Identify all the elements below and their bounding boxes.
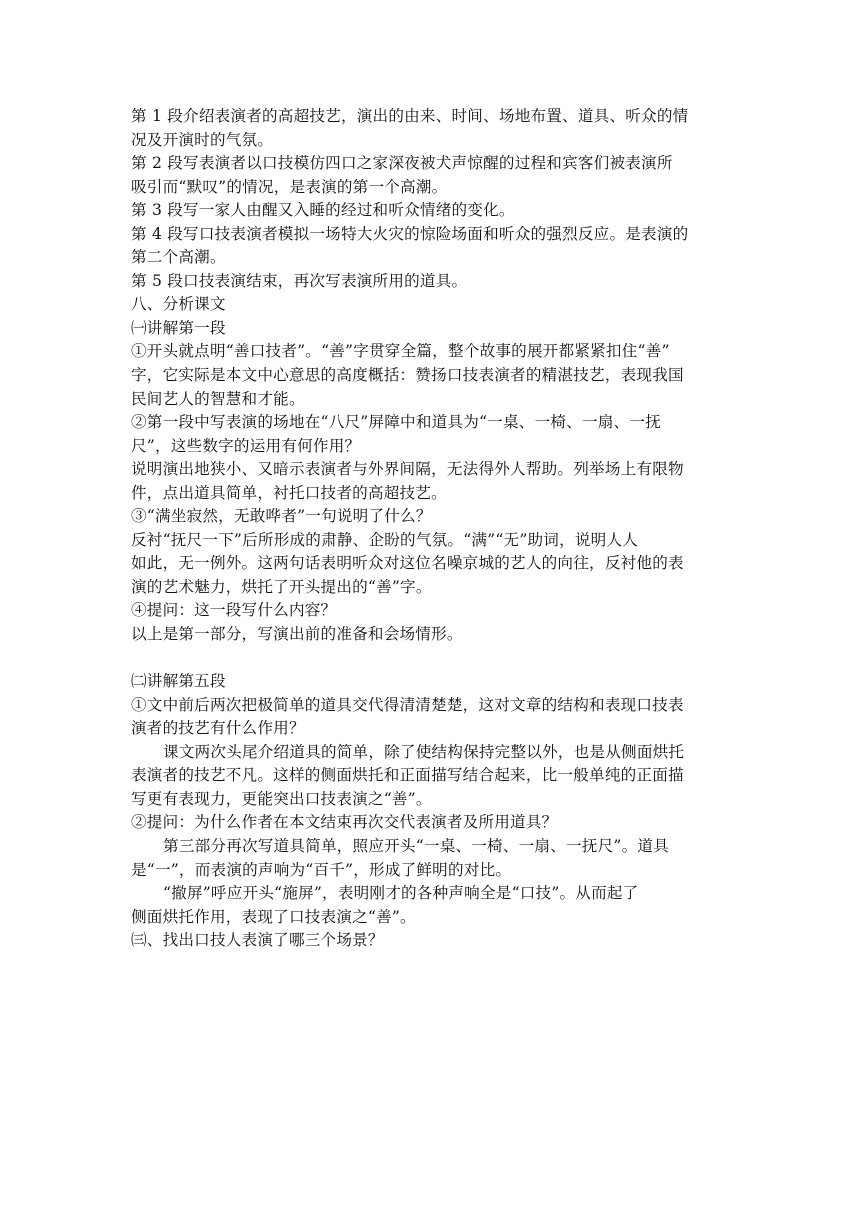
text-line-5: 第 3 段写一家人由醒又入睡的经过和听众情绪的变化。 xyxy=(131,201,515,220)
text-line-7: 第二个高潮。 xyxy=(131,248,226,267)
text-line-17: 件，点出道具简单，衬托口技者的高超技艺。 xyxy=(131,483,447,502)
text-line-16: 说明演出地狭小、又暗示表演者与外界间隔，无法得外人帮助。列举场上有限物 xyxy=(131,460,684,479)
text-line-30: 写更有表现力，更能突出口技表演之“善”。 xyxy=(131,789,432,808)
text-line-12: 字，它实际是本文中心意思的高度概括：赞扬口技表演者的精湛技艺，表现我国 xyxy=(131,366,684,385)
text-line-4: 吸引而“默叹”的情况，是表演的第一个高潮。 xyxy=(131,177,448,196)
section-heading-8: 八、分析课文 xyxy=(131,295,226,314)
text-line-8: 第 5 段口技表演结束，再次写表演所用的道具。 xyxy=(131,271,468,290)
text-line-14: ②第一段中写表演的场地在“八尺”屏障中和道具为“一桌、一椅、一扇、一抚 xyxy=(131,413,661,432)
text-line-29: 表演者的技艺不凡。这样的侧面烘托和正面描写结合起来，比一般单纯的正面描 xyxy=(131,766,684,785)
blank-line xyxy=(131,647,731,671)
text-line-31: ②提问：为什么作者在本文结束再次交代表演者及所用道具？ xyxy=(131,813,558,832)
text-line-15: 尺”，这些数字的运用有何作用？ xyxy=(131,436,361,455)
text-line-3: 第 2 段写表演者以口技模仿四口之家深夜被犬声惊醒的过程和宾客们被表演所 xyxy=(131,154,673,173)
subsection-heading-2: ㈡讲解第五段 xyxy=(131,672,226,691)
text-line-1: 第 1 段介绍表演者的高超技艺，演出的由来、时间、场地布置、道具、听众的情 xyxy=(131,107,689,125)
text-line-33: 是“一”，而表演的声响为“百千”，形成了鲜明的对比。 xyxy=(131,860,512,879)
text-line-26: ①文中前后两次把极简单的道具交代得清清楚楚，这对文章的结构和表现口技表 xyxy=(131,695,684,714)
subsection-heading-3: ㈢、找出口技人表演了哪三个场景？ xyxy=(131,931,384,950)
text-line-32: 第三部分再次写道具简单，照应开头“一桌、一椅、一扇、一抚尺”。道具 xyxy=(163,836,669,855)
text-line-20: 如此，无一例外。这两句话表明听众对这位名噪京城的艺人的向往，反衬他的表 xyxy=(131,554,684,573)
text-line-23: 以上是第一部分，写演出前的准备和会场情形。 xyxy=(131,625,463,644)
text-line-27: 演者的技艺有什么作用？ xyxy=(131,719,305,738)
text-line-2: 况及开演时的气氛。 xyxy=(131,130,274,149)
text-line-13: 民间艺人的智慧和才能。 xyxy=(131,389,305,408)
subsection-heading-1: ㈠讲解第一段 xyxy=(131,318,226,337)
text-line-21: 演的艺术魅力，烘托了开头提出的“善”字。 xyxy=(131,577,432,596)
text-line-22: ④提问：这一段写什么内容？ xyxy=(131,601,337,620)
text-line-6: 第 4 段写口技表演者模拟一场特大火灾的惊险场面和听众的强烈反应。是表演的 xyxy=(131,224,689,243)
document-body xyxy=(131,105,731,953)
text-line-11: ①开头就点明“善口技者”。“善”字贯穿全篇，整个故事的展开都紧紧扣住“善” xyxy=(131,342,670,361)
text-line-35: 侧面烘托作用，表现了口技表演之“善”。 xyxy=(131,907,416,926)
text-line-28: 课文两次头尾介绍道具的简单，除了使结构保持完整以外，也是从侧面烘托 xyxy=(163,742,685,761)
text-line-34: “撤屏”呼应开头“施屏”，表明刚才的各种声响全是“口技”。从而起了 xyxy=(163,884,639,903)
text-line-18: ③“满坐寂然，无敢哗者”一句说明了什么？ xyxy=(131,507,432,526)
text-line-19: 反衬“抚尺一下”后所形成的肃静、企盼的气氛。“满”“无”助词，说明人人 xyxy=(131,530,639,549)
